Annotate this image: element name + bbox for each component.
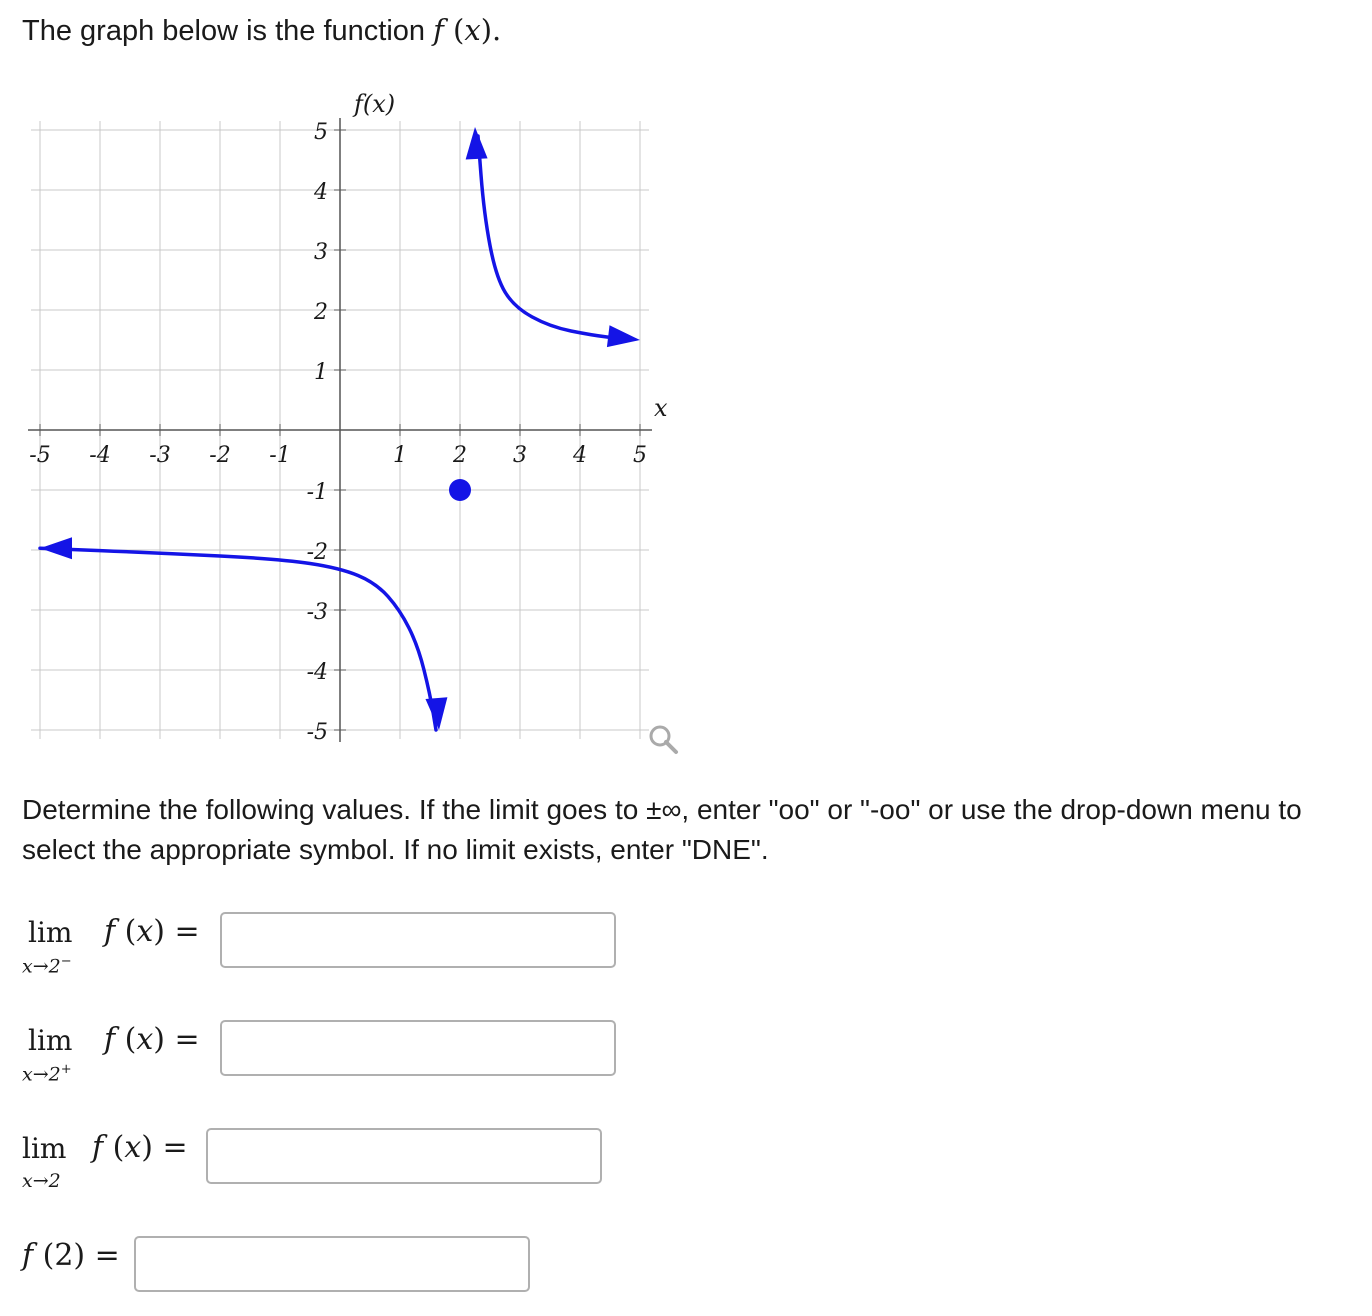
y-tick-label: -1 xyxy=(306,480,328,505)
y-tick-label: 4 xyxy=(314,180,328,205)
x-tick-label: 4 xyxy=(573,443,587,468)
x-tick-label: 1 xyxy=(393,443,407,468)
intro-function: f (x). xyxy=(433,13,502,47)
lim-expression: f (x) = xyxy=(104,914,200,949)
x-tick-label: -3 xyxy=(149,443,171,468)
lim-expression: f (x) = xyxy=(92,1130,188,1165)
function-value-input[interactable] xyxy=(134,1236,530,1292)
y-tick-label: 1 xyxy=(314,360,328,385)
right-arrowhead xyxy=(607,325,640,347)
function-value-expression: f (2) = xyxy=(22,1238,120,1273)
up-arrowhead xyxy=(466,127,488,160)
lim-label: lim xyxy=(28,916,73,949)
x-tick-label: -2 xyxy=(209,443,231,468)
lim-label: lim xyxy=(22,1132,67,1165)
question-two-sided-limit xyxy=(22,1128,612,1192)
y-tick-label: 3 xyxy=(314,240,328,265)
left-arrowhead xyxy=(40,537,72,559)
lim-subscript: x→2 xyxy=(22,1170,61,1192)
x-axis-label: x xyxy=(654,394,668,422)
lim-subscript: x→2+ xyxy=(22,1062,72,1086)
intro-text: The graph below is the function xyxy=(22,15,426,47)
x-tick-label: 2 xyxy=(453,443,467,468)
magnifier-icon[interactable] xyxy=(651,727,676,752)
x-tick-label: 5 xyxy=(633,443,647,468)
right-branch-curve xyxy=(478,136,622,339)
y-tick-label: -5 xyxy=(306,720,328,745)
graph-axes xyxy=(28,118,652,742)
left-limit-input[interactable] xyxy=(220,912,616,968)
y-tick-label: -3 xyxy=(306,600,328,625)
lim-subscript: x→2− xyxy=(22,954,72,978)
function-graph xyxy=(0,0,700,760)
y-axis-label: f(x) xyxy=(354,90,396,118)
x-tick-label: -1 xyxy=(269,443,291,468)
lim-label: lim xyxy=(28,1024,73,1057)
left-branch-curve xyxy=(40,548,436,730)
instructions: Determine the following values. If the limit goes to ±∞, enter "oo" or "-oo" or use the drop-down menu to select the appropriate symbol. If no limit exists, enter "DNE". xyxy=(22,794,1302,865)
question-function-value xyxy=(22,1236,542,1296)
y-tick-label: -4 xyxy=(306,660,328,685)
lim-expression: f (x) = xyxy=(104,1022,200,1057)
two-sided-limit-input[interactable] xyxy=(206,1128,602,1184)
question-right-limit xyxy=(22,1020,622,1086)
y-tick-label: -2 xyxy=(306,540,328,565)
y-tick-label: 5 xyxy=(314,120,328,145)
y-tick-label: 2 xyxy=(314,300,328,325)
right-limit-input[interactable] xyxy=(220,1020,616,1076)
graph-ticks xyxy=(29,120,647,745)
question-left-limit xyxy=(22,912,622,978)
x-tick-label: 3 xyxy=(513,443,527,468)
x-tick-label: -4 xyxy=(89,443,111,468)
closed-point xyxy=(449,479,471,501)
x-tick-label: -5 xyxy=(29,443,51,468)
